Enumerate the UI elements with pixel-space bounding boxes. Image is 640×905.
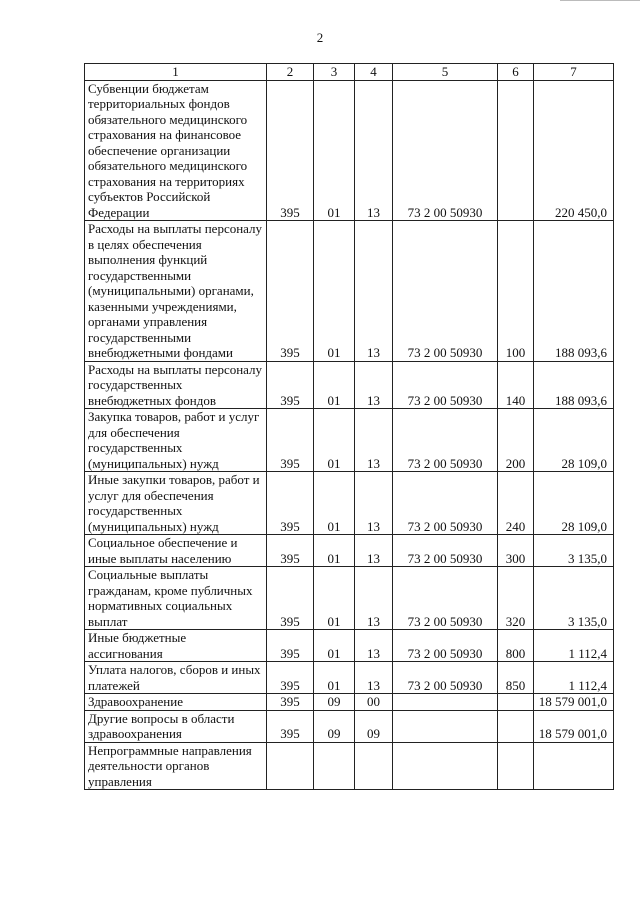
header-col-4: 4 (355, 64, 393, 81)
table-row (85, 472, 614, 535)
row-subsection-cell (355, 742, 393, 790)
row-subsection-cell: 13 (355, 80, 393, 221)
row-amount-cell: 1 112,4 (534, 662, 614, 694)
row-target-article-cell: 73 2 00 50930 (393, 221, 498, 362)
row-code-2-cell: 395 (267, 662, 314, 694)
row-name-cell: Уплата налогов, сборов и иных платежей (85, 662, 267, 694)
row-expense-type-cell: 140 (498, 361, 534, 409)
budget-table (84, 63, 614, 790)
row-code-2-cell: 395 (267, 630, 314, 662)
row-code-2-cell: 395 (267, 694, 314, 711)
row-name-cell: Закупка товаров, работ и услуг для обеспечения государственных (муниципальных) нужд (85, 409, 267, 472)
row-expense-type-cell: 240 (498, 472, 534, 535)
row-expense-type-cell: 320 (498, 567, 534, 630)
row-target-article-cell: 73 2 00 50930 (393, 472, 498, 535)
row-amount-cell: 18 579 001,0 (534, 710, 614, 742)
row-target-article-cell: 73 2 00 50930 (393, 662, 498, 694)
row-name-cell: Иные закупки товаров, работ и услуг для обеспечения государственных (муниципальных) нужд (85, 472, 267, 535)
row-code-2-cell: 395 (267, 221, 314, 362)
row-name-cell: Непрограммные направления деятельности органов управления (85, 742, 267, 790)
row-subsection-cell: 09 (355, 710, 393, 742)
row-target-article-cell: 73 2 00 50930 (393, 535, 498, 567)
header-col-1: 1 (85, 64, 267, 81)
table-row (85, 80, 614, 221)
table-row (85, 535, 614, 567)
row-subsection-cell: 13 (355, 630, 393, 662)
row-expense-type-cell: 300 (498, 535, 534, 567)
row-target-article-cell: 73 2 00 50930 (393, 567, 498, 630)
row-subsection-cell: 13 (355, 472, 393, 535)
row-name-cell: Расходы на выплаты персоналу государственных внебюджетных фондов (85, 361, 267, 409)
row-amount-cell (534, 742, 614, 790)
row-section-cell: 01 (314, 662, 355, 694)
row-target-article-cell: 73 2 00 50930 (393, 361, 498, 409)
row-name-cell: Социальные выплаты гражданам, кроме публичных нормативных социальных выплат (85, 567, 267, 630)
row-name-cell: Расходы на выплаты персоналу в целях обеспечения выполнения функций государственными (муниципальными) органами, казенными учреждениями, органами управления государственными внебюджетными фондами (85, 221, 267, 362)
row-expense-type-cell: 850 (498, 662, 534, 694)
table-row (85, 662, 614, 694)
header-col-3: 3 (314, 64, 355, 81)
table-row (85, 742, 614, 790)
row-code-2-cell: 395 (267, 361, 314, 409)
row-section-cell: 09 (314, 694, 355, 711)
page-number: 2 (316, 30, 324, 45)
row-section-cell (314, 742, 355, 790)
header-col-7: 7 (534, 64, 614, 81)
row-subsection-cell: 00 (355, 694, 393, 711)
row-subsection-cell: 13 (355, 221, 393, 362)
row-section-cell: 01 (314, 80, 355, 221)
table-row (85, 694, 614, 711)
row-section-cell: 09 (314, 710, 355, 742)
row-code-2-cell: 395 (267, 535, 314, 567)
row-section-cell: 01 (314, 472, 355, 535)
row-target-article-cell (393, 710, 498, 742)
row-expense-type-cell: 800 (498, 630, 534, 662)
row-expense-type-cell (498, 694, 534, 711)
row-target-article-cell: 73 2 00 50930 (393, 409, 498, 472)
table-row (85, 361, 614, 409)
row-amount-cell: 1 112,4 (534, 630, 614, 662)
row-subsection-cell: 13 (355, 361, 393, 409)
row-expense-type-cell: 200 (498, 409, 534, 472)
row-name-cell: Здравоохранение (85, 694, 267, 711)
row-amount-cell: 188 093,6 (534, 221, 614, 362)
header-col-2: 2 (267, 64, 314, 81)
row-target-article-cell: 73 2 00 50930 (393, 80, 498, 221)
row-subsection-cell: 13 (355, 409, 393, 472)
header-col-5: 5 (393, 64, 498, 81)
row-code-2-cell: 395 (267, 80, 314, 221)
row-section-cell: 01 (314, 630, 355, 662)
row-expense-type-cell (498, 710, 534, 742)
row-name-cell: Субвенции бюджетам территориальных фондов обязательного медицинского страхования на финансовое обеспечение организации обязательного медицинского страхования на территориях субъектов Российской Федерации (85, 80, 267, 221)
row-amount-cell: 28 109,0 (534, 472, 614, 535)
row-name-cell: Социальное обеспечение и иные выплаты населению (85, 535, 267, 567)
row-section-cell: 01 (314, 567, 355, 630)
row-name-cell: Иные бюджетные ассигнования (85, 630, 267, 662)
row-target-article-cell: 73 2 00 50930 (393, 630, 498, 662)
row-code-2-cell: 395 (267, 710, 314, 742)
scan-edge-line (560, 0, 640, 3)
row-name-cell: Другие вопросы в области здравоохранения (85, 710, 267, 742)
table-row (85, 409, 614, 472)
row-amount-cell: 220 450,0 (534, 80, 614, 221)
row-target-article-cell (393, 694, 498, 711)
row-code-2-cell: 395 (267, 567, 314, 630)
row-amount-cell: 3 135,0 (534, 567, 614, 630)
row-subsection-cell: 13 (355, 567, 393, 630)
row-section-cell: 01 (314, 409, 355, 472)
row-amount-cell: 3 135,0 (534, 535, 614, 567)
row-section-cell: 01 (314, 221, 355, 362)
row-expense-type-cell (498, 742, 534, 790)
header-row (85, 64, 614, 81)
row-expense-type-cell (498, 80, 534, 221)
row-code-2-cell: 395 (267, 409, 314, 472)
row-section-cell: 01 (314, 361, 355, 409)
row-code-2-cell (267, 742, 314, 790)
table-row (85, 630, 614, 662)
table-row (85, 567, 614, 630)
row-amount-cell: 28 109,0 (534, 409, 614, 472)
row-subsection-cell: 13 (355, 535, 393, 567)
table-row (85, 710, 614, 742)
row-amount-cell: 18 579 001,0 (534, 694, 614, 711)
row-target-article-cell (393, 742, 498, 790)
table-row (85, 221, 614, 362)
row-section-cell: 01 (314, 535, 355, 567)
row-amount-cell: 188 093,6 (534, 361, 614, 409)
row-subsection-cell: 13 (355, 662, 393, 694)
header-col-6: 6 (498, 64, 534, 81)
row-code-2-cell: 395 (267, 472, 314, 535)
row-expense-type-cell: 100 (498, 221, 534, 362)
